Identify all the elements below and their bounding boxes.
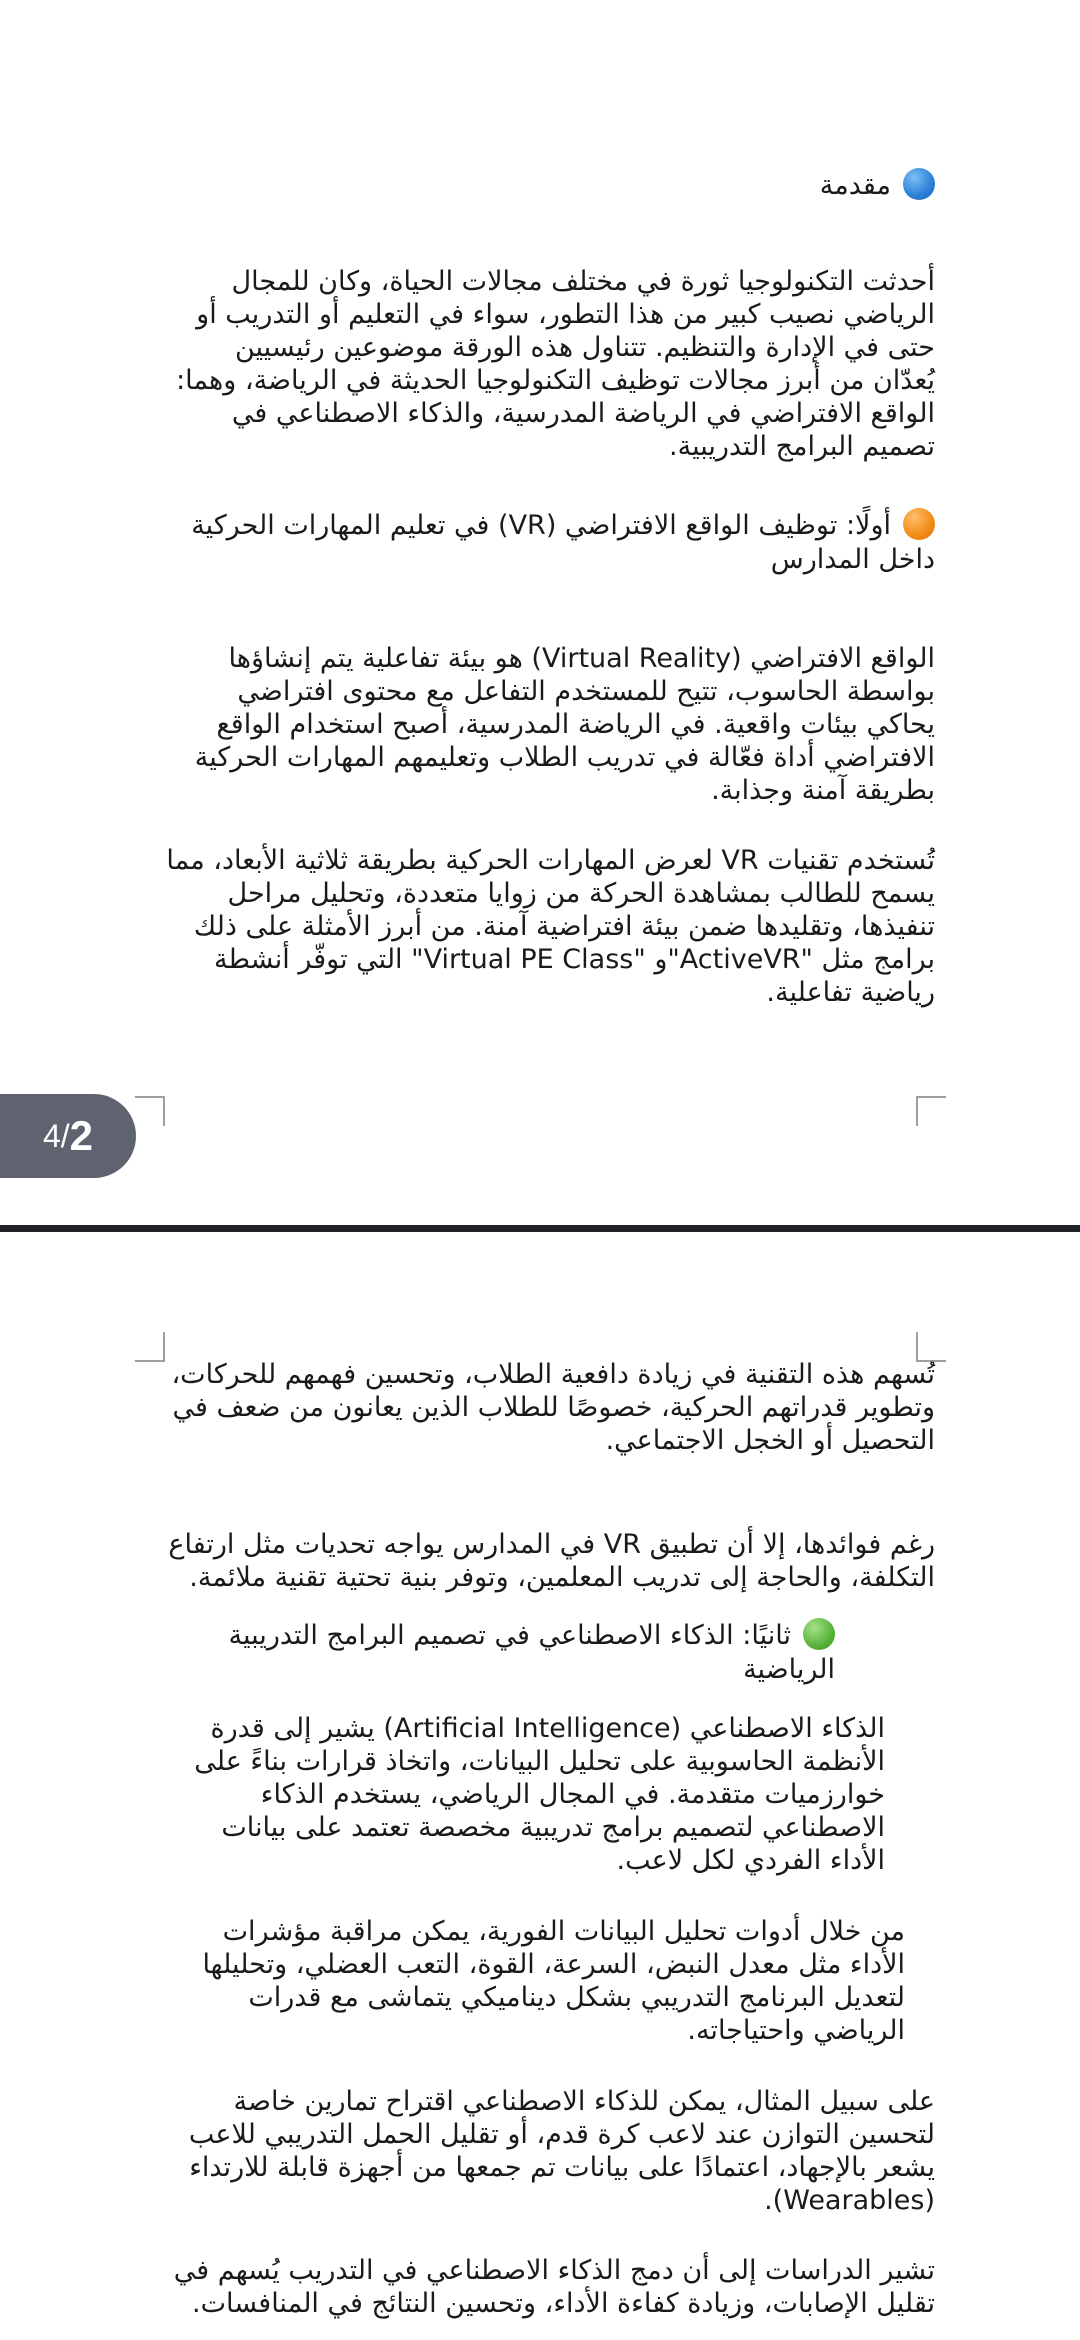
ai-paragraph-3: على سبيل المثال، يمكن للذكاء الاصطناعي اقتراح تمارين خاصة لتحسين التوازن عند لاعب كرة قدم، أو تقليل الحمل التدريبي للاعب يشعر بالإجهاد، اعتمادًا على بيانات تم جمعها من أجهزة قابلة للارتداء (Wearables). bbox=[188, 2086, 935, 2216]
intro-heading-text: مقدمة bbox=[819, 170, 891, 201]
page-indicator-current: 2 bbox=[69, 1112, 94, 1159]
section2-heading bbox=[165, 1618, 835, 1687]
section2-heading-text: ثانيًا: الذكاء الاصطناعي في تصميم البرامج التدريبية الرياضية bbox=[228, 1620, 835, 1685]
ai-paragraph-2: من خلال أدوات تحليل البيانات الفورية، يمكن مراقبة مؤشرات الأداء مثل معدل النبض، السرعة، القوة، التعب العضلي، وتحليلها لتعديل البرنامج التدريبي بشكل ديناميكي يتماشى مع قدرات الرياضي واحتياجاته. bbox=[202, 1916, 905, 2046]
page-corner-mark bbox=[916, 1096, 946, 1126]
green-circle-icon bbox=[803, 1618, 835, 1650]
page-indicator-total: 4/ bbox=[42, 1117, 70, 1154]
page-corner-mark bbox=[135, 1332, 165, 1362]
document-page-2 bbox=[0, 1232, 1080, 2340]
page-divider bbox=[0, 1225, 1080, 1232]
orange-circle-icon bbox=[903, 508, 935, 540]
vr-paragraph-3: تُسهم هذه التقنية في زيادة دافعية الطلاب، وتحسين فهمهم للحركات، وتطوير قدراتهم الحركية، خصوصًا للطلاب الذين يعانون من ضعف في التحصيل أو الخجل الاجتماعي. bbox=[171, 1359, 935, 1456]
page-corner-mark bbox=[135, 1096, 165, 1126]
section1-heading bbox=[165, 508, 935, 577]
section1-heading-text: أولًا: توظيف الواقع الافتراضي (VR) في تعليم المهارات الحركية داخل المدارس bbox=[191, 510, 935, 575]
intro-heading bbox=[165, 168, 935, 203]
ai-paragraph-4: تشير الدراسات إلى أن دمج الذكاء الاصطناعي في التدريب يُسهم في تقليل الإصابات، وزيادة كفاءة الأداء، وتحسين النتائج في المنافسات. bbox=[173, 2255, 935, 2319]
vr-paragraph-4: رغم فوائدها، إلا أن تطبيق VR في المدارس يواجه تحديات مثل ارتفاع التكلفة، والحاجة إلى تدريب المعلمين، وتوفر بنية تحتية تقنية ملائمة. bbox=[168, 1529, 935, 1593]
vr-paragraph-1: الواقع الافتراضي (Virtual Reality) هو بيئة تفاعلية يتم إنشاؤها بواسطة الحاسوب، تتيح للمستخدم التفاعل مع محتوى افتراضي يحاكي بيئات واقعية. في الرياضة المدرسية، أصبح استخدام الواقع الافتراضي أداة فعّالة في تدريب الطلاب وتعليمهم المهارات الحركية بطريقة آمنة وجذابة. bbox=[194, 643, 935, 806]
ai-paragraph-1: الذكاء الاصطناعي (Artificial Intelligence) يشير إلى قدرة الأنظمة الحاسوبية على تحليل البيانات، واتخاذ قرارات بناءً على خوارزميات متقدمة. في المجال الرياضي، يستخدم الذكاء الاصطناعي لتصميم برامج تدريبية مخصصة تعتمد على بيانات الأداء الفردي لكل لاعب. bbox=[194, 1713, 885, 1876]
vr-paragraph-2: تُستخدم تقنيات VR لعرض المهارات الحركية بطريقة ثلاثية الأبعاد، مما يسمح للطالب بمشاهدة الحركة من زوايا متعددة، وتحليل مراحل تنفيذها، وتقليدها ضمن بيئة افتراضية آمنة. من أبرز الأمثلة على ذلك برامج مثل "ActiveVR"و "Virtual PE Class" التي توفّر أنشطة رياضية تفاعلية. bbox=[166, 845, 935, 1008]
blue-circle-icon bbox=[903, 168, 935, 200]
intro-paragraph: أحدثت التكنولوجيا ثورة في مختلف مجالات الحياة، وكان للمجال الرياضي نصيب كبير من هذا التطور، سواء في التعليم أو التدريب أو حتى في الإدارة والتنظيم. تتناول هذه الورقة موضوعين رئيسيين يُعدّان من أبرز مجالات توظيف التكنولوجيا الحديثة في الرياضة، وهما: الواقع الافتراضي في الرياضة المدرسية، والذكاء الاصطناعي في تصميم البرامج التدريبية. bbox=[176, 266, 935, 462]
page-indicator[interactable] bbox=[0, 1094, 136, 1178]
